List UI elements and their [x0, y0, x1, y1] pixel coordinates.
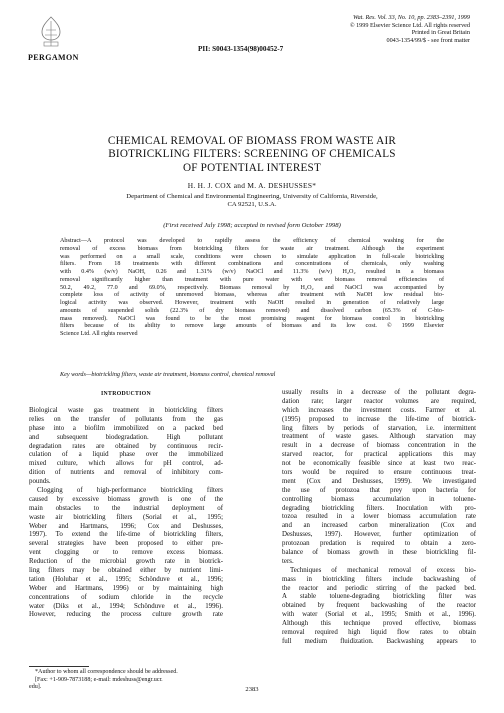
body-line: removal required high liquid flow rates to obtain	[282, 629, 476, 637]
body-line: with water (Sorial et al., 1995; Smith et al., 1996).	[282, 611, 476, 619]
footnote-divider	[29, 666, 89, 667]
citation-line: © 1999 Elsevier Science Ltd. All rights reserved	[349, 21, 470, 29]
body-line: water (Diks et al., 1994; Schönduve et al., 1996).	[29, 602, 223, 610]
abstract-line: filters because of its ability to remove large amounts of biomass and its low cost. © 1999 Elsevier	[60, 323, 444, 330]
pii-identifier: PII: S0043-1354(98)00452-7	[198, 45, 284, 53]
body-line: 1997). To extend the life-time of biotrickling filters,	[29, 531, 223, 539]
body-line: vent clogging or to remove excess biomass.	[29, 549, 223, 557]
section-heading: INTRODUCTION	[101, 391, 151, 397]
body-line: mass in biotrickling filters include backwashing of	[282, 575, 476, 583]
body-line: tors would be required to ensure continuous treat-	[282, 469, 476, 477]
body-line: full medium fluidization. Backwashing appears to	[282, 637, 476, 645]
abstract-line: mass removed). NaOCl was found to be the most promising reagent for biomass control in biotrickling	[60, 315, 444, 322]
body-line: main obstacles to the industrial deployment of	[29, 504, 223, 512]
abstract-line: was performed on a small scale, conditions were chosen to simulate application in full-scale biotrickling	[60, 253, 444, 260]
keywords: Key words—biotrickling filters, waste air treatment, biomass control, chemical removal	[60, 372, 276, 378]
body-line: pounds.	[29, 478, 51, 486]
body-line: mixed culture, which allows for pH control, ad-	[29, 460, 223, 468]
body-line: several strategies have been proposed to either pre-	[29, 540, 223, 548]
body-line: degradation rates are obtained by continuous recir-	[29, 442, 223, 450]
abstract-line: filters. From 18 treatments with different combinations and concentrations of chemicals, only washing	[60, 261, 444, 268]
abstract-line: logical activity was observed. However, treatment with NaOH resulted in generation of relatively large	[60, 300, 444, 306]
title-line: OF POTENTIAL INTEREST	[182, 161, 322, 174]
body-line: which increases the investment costs. Farmer et al.	[282, 406, 476, 414]
abstract-line: removal significantly higher than treatment with pure water with wet biomass removal efficiencies of	[60, 276, 444, 283]
publisher-name: PERGAMON	[28, 53, 79, 62]
abstract-line: with 0.4% (w/v) NaOH, 0.26 and 1.31% (w/v) NaOCl and 11.3% (w/v) H₂O₂ resulted in a biomass	[60, 269, 444, 275]
affiliation-line: CA 92521, U.S.A.	[227, 201, 277, 209]
body-line: A stable toluene-degrading biotrickling filter was	[282, 593, 476, 601]
body-line: Techniques of mechanical removal of excess bio-	[290, 566, 476, 574]
abstract-line: Abstract—A protocol was developed to rapidly assess the efficiency of chemical washing for the	[60, 238, 444, 244]
article-title	[60, 135, 444, 175]
body-line: Reduction of the microbial growth rate in biotrick-	[29, 558, 223, 566]
title-line: CHEMICAL REMOVAL OF BIOMASS FROM WASTE AIR	[107, 135, 397, 147]
body-line: concentrations of sodium chloride in the recycle	[29, 593, 223, 601]
abstract-line: 50.2, 49.2, 77.0 and 69.0%, respectively. Biomass removal by H₂O₂ and NaOCl was accompanied by	[60, 284, 444, 291]
body-line: usually results in a decrease of the pollutant degra-	[282, 389, 476, 396]
body-line: treatment of waste gases. Although starvation may	[282, 433, 476, 441]
body-line: obtained by frequent backwashing of the reactor	[282, 602, 476, 610]
body-line: tozoa resulted in a lower biomass accumulation rate	[282, 513, 476, 521]
abstract-line: removal of excess biomass from biotrickling filters for waste air treatment. Although the experiment	[60, 245, 444, 252]
body-line: Clogging of high-performance biotrickling filters	[37, 487, 223, 495]
body-line: ling filters may be obtained either by nutrient limi-	[29, 567, 223, 575]
received-dates: (First received July 1998; accepted in revised form October 1998)	[163, 222, 341, 229]
footnote-line: *Author to whom all correspondence should be addressed.	[35, 669, 178, 675]
body-line: phase into a biofilm immobilized on a packed bed	[29, 424, 223, 432]
body-line: starved reactor, for practical applications this may	[282, 451, 476, 459]
body-line: and subsequent biodegradation. High pollutant	[29, 433, 223, 441]
abstract-line: amounts of suspended solids (22.3% of dry biomass removed) and dissolved carbon (65.3% of C-bio-	[60, 307, 444, 314]
body-line: Biological waste gas treatment in biotrickling filters	[29, 407, 223, 414]
body-line: waste air biotrickling filters (Sorial et al., 1995;	[29, 513, 223, 521]
body-line: balance of biomass growth in these biotrickling fil-	[282, 549, 476, 557]
body-line: ling filters by periods of starvation, i.e. intermittent	[282, 424, 476, 432]
body-line: tation (Holubar et al., 1995; Schönduve et al., 1996;	[29, 575, 223, 583]
citation-line: Printed in Great Britain	[411, 29, 470, 37]
body-line: Weber and Hartmans, 1996) or by maintaining high	[29, 584, 223, 592]
abstract-line: complete loss of activity of unremoved biomass, whereas after treatment with NaOH low residual bio-	[60, 292, 444, 299]
journal-citation	[260, 14, 470, 44]
body-line: ment (Cox and Deshusses, 1999). We investigated	[282, 477, 476, 485]
publisher-logo	[36, 15, 66, 49]
body-line: not be economically feasible since at least two reac-	[282, 460, 476, 468]
body-line: the use of protozoa that prey upon bacteria for	[282, 486, 476, 494]
right-column	[282, 389, 476, 647]
body-line: Deshusses, 1997). However, further optimization of	[282, 531, 476, 539]
title-line: BIOTRICKLING FILTERS: SCREENING OF CHEMICALS	[108, 148, 396, 161]
left-column	[29, 407, 223, 620]
body-line: dation rate; larger reactor volumes are required,	[282, 397, 476, 405]
citation-line: 0043-1354/99/$ - see front matter	[386, 36, 470, 44]
affiliation	[40, 193, 464, 209]
body-line: degrading biotrickling filters. Inoculation with pro-	[282, 504, 476, 512]
body-line: Although this technique proved effective, biomass	[282, 620, 476, 628]
abstract-line: Science Ltd. All rights reserved	[60, 331, 138, 337]
body-line: and an increased carbon mineralization (Cox and	[282, 522, 476, 530]
body-line: (1995) proposed to increase the life-time of biotrick-	[282, 415, 476, 423]
authors: H. H. J. COX and M. A. DESHUSSES*	[187, 181, 317, 190]
body-line: Weber and Hartmans, 1996; Cox and Deshusses,	[29, 522, 223, 530]
body-line: ters.	[282, 557, 294, 565]
body-line: dition of nutrients and removal of inhibitory com-	[29, 469, 223, 477]
abstract	[60, 238, 444, 339]
body-line: the reactor and periodic stirring of the packed bed.	[282, 584, 476, 592]
page-number: 2383	[245, 686, 259, 693]
citation-line: Wat. Res. Vol. 33, No. 10, pp. 2383–2391, 1999	[353, 14, 470, 21]
affiliation-line: Department of Chemical and Environmental Engineering, University of California, Riverside,	[126, 193, 378, 200]
body-line: result in a decrease of biomass concentration in the	[282, 442, 476, 450]
body-line: controlling biomass accumulation in toluene-	[282, 495, 476, 503]
footnote-line: edu].	[29, 684, 42, 691]
body-line: protozoan predation is required to obtain a zero-	[282, 540, 476, 548]
body-line: relies on the transfer of pollutants from the gas	[29, 415, 223, 423]
body-line: culation of a liquid phase over the immobilized	[29, 451, 223, 459]
body-line: caused by excessive biomass growth is one of the	[29, 495, 223, 503]
footnote-line: [Fax: +1-909-7873188; e-mail: mdeshuss@engr.ucr.	[35, 676, 163, 683]
body-line: However, reducing the process culture growth rate	[29, 611, 223, 619]
